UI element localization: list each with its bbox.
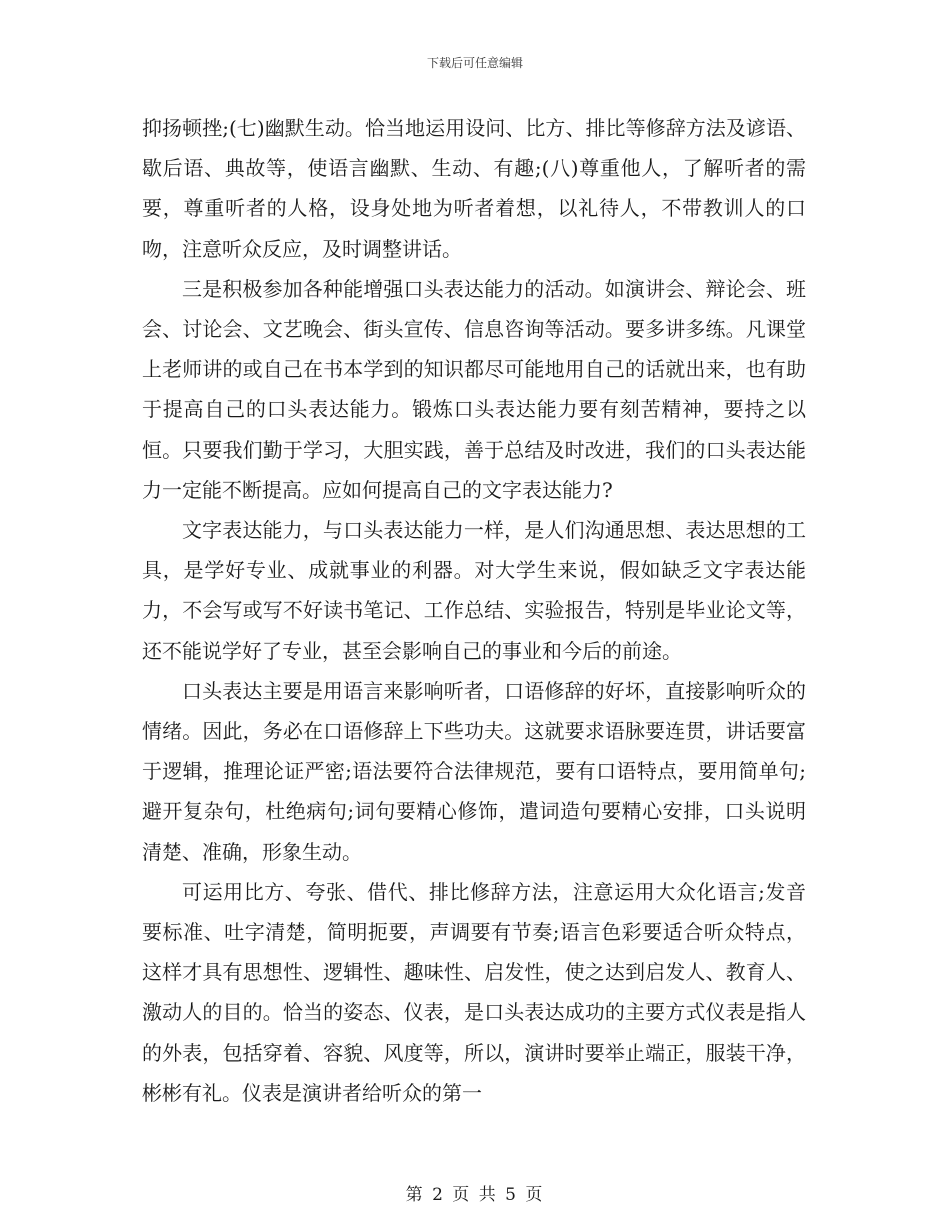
- paragraph: 文字表达能力，与口头表达能力一样，是人们沟通思想、表达思想的工具，是学好专业、成就事业的利器。对大学生来说，假如缺乏文字表达能力，不会写或写不好读书笔记、工作总结、实验报告，特别是毕业论文等，还不能说学好了专业，甚至会影响自己的事业和今后的前途。: [142, 518, 806, 663]
- paragraph: 三是积极参加各种能增强口头表达能力的活动。如演讲会、辩论会、班会、讨论会、文艺晚会、街头宣传、信息咨询等活动。要多讲多练。凡课堂上老师讲的或自己在书本学到的知识都尽可能地用自己的话就出来，也有助于提高自己的口头表达能力。锻炼口头表达能力要有刻苦精神，要持之以恒。只要我们勤于学习，大胆实践，善于总结及时改进，我们的口头表达能力一定能不断提高。应如何提高自己的文字表达能力?: [142, 276, 806, 502]
- paragraph: 抑扬顿挫;(七)幽默生动。恰当地运用设问、比方、排比等修辞方法及谚语、歇后语、典故等，使语言幽默、生动、有趣;(八)尊重他人，了解听者的需要，尊重听者的人格，设身处地为听者着想，以礼待人，不带教训人的口吻，注意听众反应，及时调整讲话。: [142, 116, 806, 261]
- document-body: [142, 108, 806, 1113]
- paragraph: 可运用比方、夸张、借代、排比修辞方法，注意运用大众化语言;发音要标准、吐字清楚，简明扼要，声调要有节奏;语言色彩要适合听众特点，这样才具有思想性、逻辑性、趣味性、启发性，使之达到启发人、教育人、激动人的目的。恰当的姿态、仪表，是口头表达成功的主要方式仪表是指人的外表，包括穿着、容貌、风度等，所以，演讲时要举止端正，服装干净，彬彬有礼。仪表是演讲者给听众的第一: [142, 879, 806, 1105]
- page-number: 第 2 页 共 5 页: [405, 1185, 545, 1205]
- page-header: 下载后可任意编辑: [426, 56, 523, 70]
- paragraph: 口头表达主要是用语言来影响听者，口语修辞的好坏，直接影响听众的情绪。因此，务必在口语修辞上下些功夫。这就要求语脉要连贯，讲话要富于逻辑，推理论证严密;语法要符合法律规范，要有口语特点，要用简单句;避开复杂句，杜绝病句;词句要精心修饰，遣词造句要精心安排，口头说明清楚、准确，形象生动。: [142, 678, 806, 864]
